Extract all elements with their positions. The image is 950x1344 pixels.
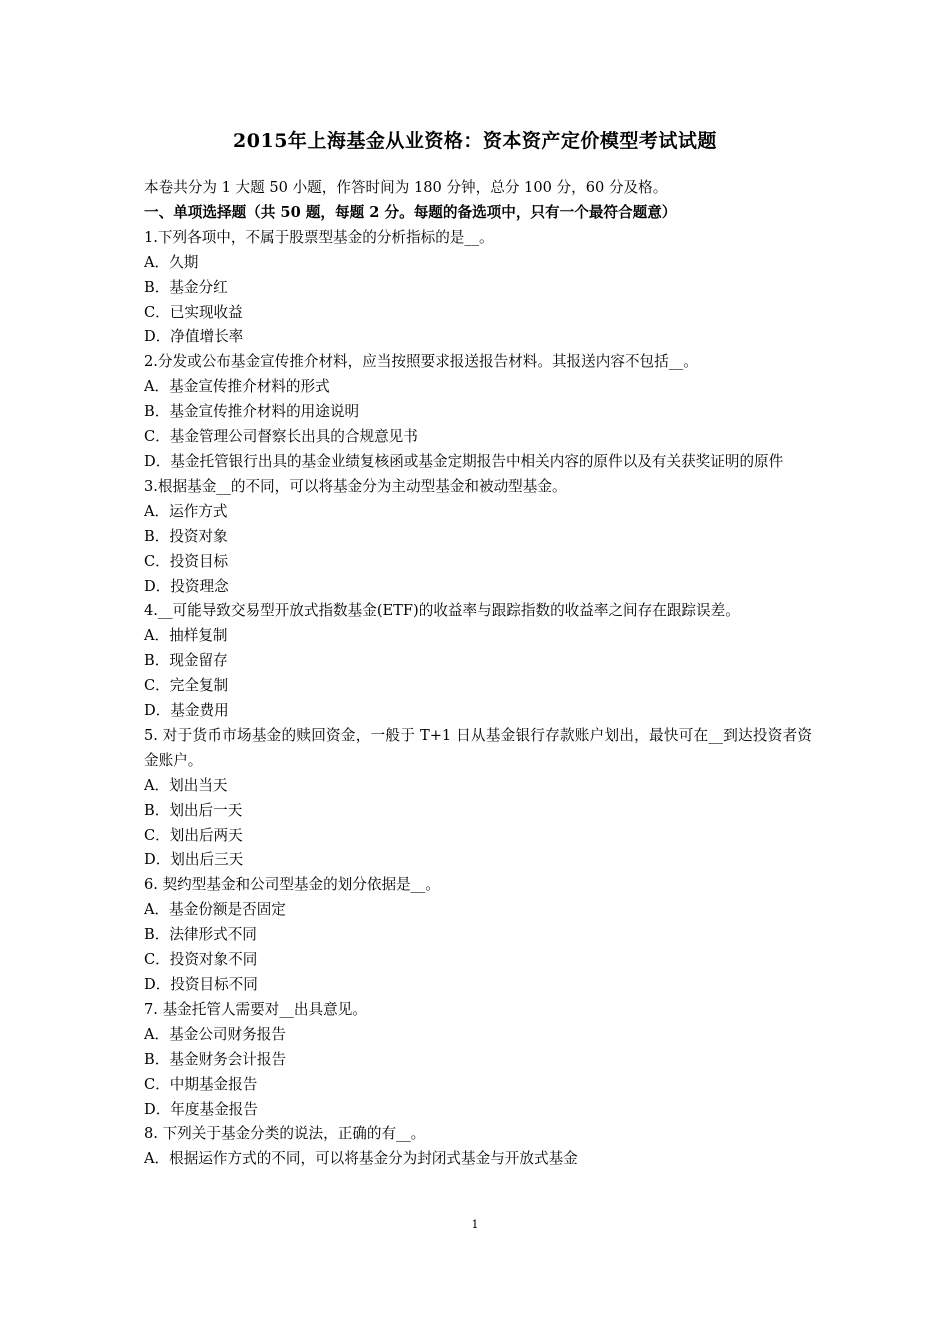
option-item: A．基金宣传推介材料的形式 (144, 378, 330, 396)
question-block (144, 724, 812, 873)
question-stem: 7. 基金托管人需要对__出具意见。 (144, 1000, 367, 1018)
option-item: B．现金留存 (144, 652, 228, 670)
exam-intro: 本卷共分为 1 大题 50 小题，作答时间为 180 分钟，总分 100 分，60 分及格。 (144, 179, 668, 196)
option-item: D．基金托管银行出具的基金业绩复核函或基金定期报告中相关内容的原件以及有关获奖证明的原件 (144, 452, 784, 470)
option-item: D．投资理念 (144, 577, 229, 595)
option-item: A．划出当天 (144, 776, 228, 794)
option-item: B．投资对象 (144, 527, 228, 545)
option-item: A．基金份额是否固定 (144, 901, 286, 919)
option-item: C．中期基金报告 (144, 1075, 258, 1093)
option-item: A．根据运作方式的不同，可以将基金分为封闭式基金与开放式基金 (144, 1150, 578, 1168)
question-stem: 6. 契约型基金和公司型基金的划分依据是__。 (144, 876, 440, 894)
question-stem: 5. 对于货币市场基金的赎回资金，一般于 T+1 日从基金银行存款账户划出，最快可在__到达投资者资金账户。 (144, 726, 812, 769)
option-item: B．基金宣传推介材料的用途说明 (144, 403, 360, 421)
question-stem: 8. 下列关于基金分类的说法，正确的有__。 (144, 1125, 426, 1143)
option-item: A．抽样复制 (144, 627, 228, 645)
question-block (144, 1122, 812, 1172)
question-block (144, 873, 812, 998)
option-item: A．运作方式 (144, 502, 228, 520)
question-block (144, 475, 812, 600)
option-item: B．基金分红 (144, 278, 228, 296)
question-stem: 1.下列各项中，不属于股票型基金的分析指标的是__。 (144, 228, 494, 246)
option-item: D．净值增长率 (144, 328, 244, 346)
option-item: D．投资目标不同 (144, 976, 258, 993)
option-item: A．久期 (144, 253, 199, 271)
question-block (144, 226, 812, 351)
option-item: B．法律形式不同 (144, 926, 257, 944)
option-item: C．投资目标 (144, 552, 229, 570)
question-stem: 2.分发或公布基金宣传推介材料，应当按照要求报送报告材料。其报送内容不包括__。 (144, 353, 698, 371)
option-item: D．基金费用 (144, 702, 229, 720)
document-title: 2015年上海基金从业资格：资本资产定价模型考试试题 (233, 130, 717, 152)
option-item: C．基金管理公司督察长出具的合规意见书 (144, 428, 418, 446)
option-item: B．划出后一天 (144, 801, 243, 819)
question-block (144, 998, 812, 1123)
option-item: C．投资对象不同 (144, 951, 258, 969)
option-item: C．划出后两天 (144, 826, 243, 844)
question-stem: 4.__可能导致交易型开放式指数基金(ETF)的收益率与跟踪指数的收益率之间存在跟踪误差。 (144, 602, 740, 620)
option-item: C．已实现收益 (144, 303, 243, 321)
page-number: 1 (471, 1218, 479, 1231)
option-item: A．基金公司财务报告 (144, 1025, 286, 1043)
question-block (144, 350, 812, 475)
question-stem: 3.根据基金__的不同，可以将基金分为主动型基金和被动型基金。 (144, 477, 567, 495)
option-item: D．年度基金报告 (144, 1100, 258, 1118)
option-item: C．完全复制 (144, 677, 229, 695)
option-item: D．划出后三天 (144, 851, 244, 869)
option-item: B．基金财务会计报告 (144, 1050, 287, 1068)
document-body (144, 176, 812, 1172)
question-block (144, 599, 812, 724)
section-heading: 一、单项选择题（共 50 题，每题 2 分。每题的备选项中，只有一个最符合题意） (144, 203, 677, 221)
